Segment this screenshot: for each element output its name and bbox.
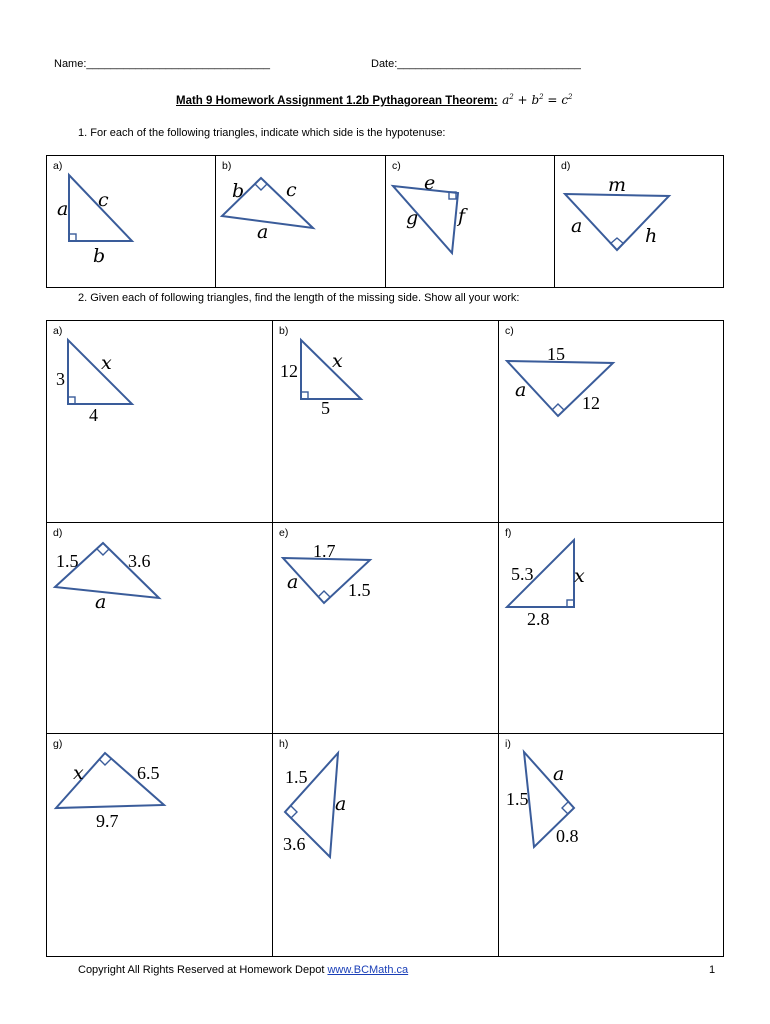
- q2-label-f: f): [505, 527, 512, 539]
- side-label: a: [287, 571, 299, 593]
- bcmath-link[interactable]: www.BCMath.ca: [327, 964, 409, 976]
- side-label: e: [424, 172, 436, 194]
- side-label: 1.5: [285, 767, 308, 787]
- side-label: 0.8: [556, 826, 579, 846]
- side-label: x: [73, 762, 84, 784]
- triangle-2f: [507, 540, 585, 629]
- name-line: ______________________________: [86, 58, 270, 70]
- side-label: 1.7: [313, 541, 336, 561]
- side-label: b: [93, 245, 106, 267]
- side-label: 6.5: [137, 763, 160, 783]
- side-label: 15: [547, 344, 565, 364]
- side-label: 2.8: [527, 609, 550, 629]
- title-text: Math 9 Homework Assignment 1.2b Pythagorean Theorem:: [176, 95, 498, 107]
- side-label: m: [608, 174, 627, 196]
- q1-label-d: d): [561, 160, 571, 172]
- side-label: 5.3: [511, 564, 534, 584]
- side-label: 1.5: [506, 789, 529, 809]
- q2-instruction: 2. Given each of following triangles, find the length of the missing side. Show all your work:: [78, 292, 520, 304]
- q2-label-d: d): [53, 527, 63, 539]
- triangle-2c: [507, 344, 613, 416]
- side-label: 3.6: [283, 834, 306, 854]
- side-label: 1.5: [348, 580, 371, 600]
- side-label: x: [101, 352, 112, 374]
- footer-copyright: [78, 964, 408, 976]
- triangle-2e: [283, 541, 371, 603]
- name-label: Name:: [54, 58, 87, 70]
- q1-label-c: c): [392, 160, 401, 172]
- triangle-2g: [56, 753, 164, 831]
- q1-label-b: b): [222, 160, 232, 172]
- side-label: a: [571, 215, 583, 237]
- pythagorean-formula: $a^2 + b^2 = c^2$: [502, 93, 573, 107]
- triangle-2d: [55, 543, 159, 613]
- side-label: a: [57, 198, 69, 220]
- q2-label-b: b): [279, 325, 289, 337]
- date-label: Date:: [371, 58, 398, 70]
- side-label: a: [553, 763, 565, 785]
- triangle-2i: [506, 752, 579, 847]
- side-label: a: [257, 221, 269, 243]
- q1-instruction: 1. For each of the following triangles, indicate which side is the hypotenuse:: [78, 127, 446, 139]
- side-label: 5: [321, 398, 330, 418]
- side-label: a: [515, 379, 527, 401]
- triangle-1b: [222, 178, 313, 243]
- side-label: a: [95, 591, 107, 613]
- date-line: ______________________________: [397, 58, 581, 70]
- side-label: 3.6: [128, 551, 151, 571]
- q2-label-c: c): [505, 325, 514, 337]
- side-label: h: [645, 225, 658, 247]
- side-label: c: [286, 179, 297, 201]
- side-label: x: [574, 565, 585, 587]
- side-label: 12: [582, 393, 600, 413]
- side-label: b: [232, 180, 245, 202]
- q2-label-i: i): [505, 738, 511, 750]
- triangle-2h: [283, 753, 346, 857]
- page-number: 1: [709, 964, 716, 976]
- q1-label-a: a): [53, 160, 63, 172]
- q2-label-a: a): [53, 325, 63, 337]
- q2-label-e: e): [279, 527, 289, 539]
- triangle-1c: [393, 172, 468, 253]
- side-label: g: [406, 207, 419, 229]
- triangle-1a: [57, 175, 132, 267]
- side-label: 12: [280, 361, 298, 381]
- triangle-1d: [565, 174, 669, 250]
- q2-label-h: h): [279, 738, 289, 750]
- copyright-text: Copyright All Rights Reserved at Homework Depot: [78, 964, 325, 976]
- side-label: 3: [56, 369, 65, 389]
- side-label: a: [335, 793, 347, 815]
- side-label: 4: [89, 405, 98, 425]
- side-label: x: [332, 350, 343, 372]
- side-label: 1.5: [56, 551, 79, 571]
- side-label: f: [458, 205, 466, 227]
- triangle-2a: [56, 340, 132, 425]
- side-label: 9.7: [96, 811, 119, 831]
- side-label: c: [98, 189, 109, 211]
- triangle-2b: [280, 340, 361, 418]
- q2-label-g: g): [53, 738, 63, 750]
